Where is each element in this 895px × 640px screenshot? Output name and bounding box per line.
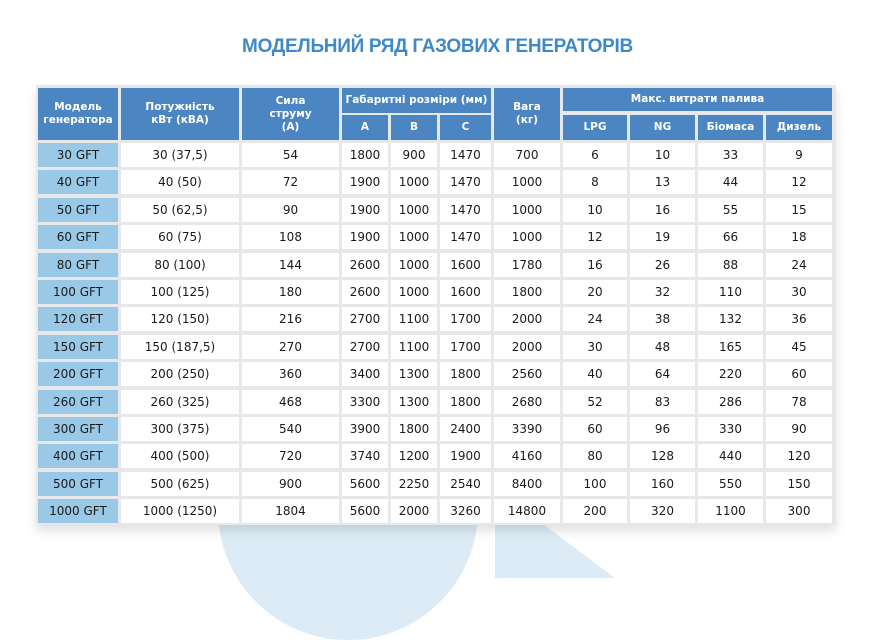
cell-power: 300 (375) [121, 417, 239, 441]
cell-current: 144 [242, 253, 339, 277]
cell-power: 200 (250) [121, 362, 239, 386]
cell-biomass: 286 [698, 390, 763, 414]
cell-a: 3740 [342, 444, 388, 468]
header-power: Потужність кВт (кВА) [121, 88, 239, 140]
header-dim-b: B [391, 115, 437, 140]
header-fuel: Макс. витрати палива [563, 88, 832, 111]
cell-lpg: 12 [563, 225, 627, 249]
cell-ng: 83 [630, 390, 695, 414]
cell-lpg: 6 [563, 143, 627, 167]
cell-lpg: 52 [563, 390, 627, 414]
cell-diesel: 300 [766, 499, 832, 523]
cell-b: 1000 [391, 198, 437, 222]
cell-b: 1200 [391, 444, 437, 468]
cell-a: 2700 [342, 307, 388, 331]
cell-ng: 128 [630, 444, 695, 468]
model-cell: 400 GFT [38, 444, 118, 468]
model-cell: 40 GFT [38, 170, 118, 194]
cell-ng: 48 [630, 335, 695, 359]
cell-diesel: 15 [766, 198, 832, 222]
cell-lpg: 100 [563, 472, 627, 496]
cell-c: 1600 [440, 253, 491, 277]
cell-current: 54 [242, 143, 339, 167]
cell-ng: 10 [630, 143, 695, 167]
cell-b: 1000 [391, 225, 437, 249]
cell-b: 1800 [391, 417, 437, 441]
cell-c: 1900 [440, 444, 491, 468]
cell-biomass: 88 [698, 253, 763, 277]
cell-a: 3400 [342, 362, 388, 386]
header-weight: Вага (кг) [494, 88, 560, 140]
cell-biomass: 66 [698, 225, 763, 249]
cell-weight: 8400 [494, 472, 560, 496]
cell-biomass: 33 [698, 143, 763, 167]
cell-b: 1300 [391, 362, 437, 386]
cell-weight: 14800 [494, 499, 560, 523]
cell-c: 1470 [440, 198, 491, 222]
cell-power: 500 (625) [121, 472, 239, 496]
cell-weight: 1000 [494, 225, 560, 249]
cell-weight: 3390 [494, 417, 560, 441]
cell-b: 1000 [391, 170, 437, 194]
cell-b: 1000 [391, 253, 437, 277]
header-dim-a: A [342, 115, 388, 140]
cell-c: 1470 [440, 170, 491, 194]
model-cell: 120 GFT [38, 307, 118, 331]
header-lpg: LPG [563, 115, 627, 140]
cell-current: 108 [242, 225, 339, 249]
cell-power: 100 (125) [121, 280, 239, 304]
model-cell: 100 GFT [38, 280, 118, 304]
cell-c: 2400 [440, 417, 491, 441]
cell-lpg: 200 [563, 499, 627, 523]
cell-power: 30 (37,5) [121, 143, 239, 167]
cell-diesel: 36 [766, 307, 832, 331]
model-cell: 1000 GFT [38, 499, 118, 523]
cell-power: 80 (100) [121, 253, 239, 277]
cell-lpg: 20 [563, 280, 627, 304]
cell-current: 540 [242, 417, 339, 441]
model-cell: 60 GFT [38, 225, 118, 249]
cell-biomass: 550 [698, 472, 763, 496]
cell-weight: 2000 [494, 307, 560, 331]
cell-ng: 13 [630, 170, 695, 194]
cell-lpg: 60 [563, 417, 627, 441]
cell-diesel: 30 [766, 280, 832, 304]
cell-weight: 700 [494, 143, 560, 167]
cell-diesel: 150 [766, 472, 832, 496]
cell-c: 1600 [440, 280, 491, 304]
cell-lpg: 80 [563, 444, 627, 468]
cell-current: 270 [242, 335, 339, 359]
cell-current: 468 [242, 390, 339, 414]
cell-a: 3900 [342, 417, 388, 441]
cell-c: 1470 [440, 143, 491, 167]
cell-power: 260 (325) [121, 390, 239, 414]
cell-b: 2250 [391, 472, 437, 496]
cell-c: 2540 [440, 472, 491, 496]
cell-power: 1000 (1250) [121, 499, 239, 523]
cell-diesel: 90 [766, 417, 832, 441]
cell-c: 3260 [440, 499, 491, 523]
cell-a: 1900 [342, 198, 388, 222]
cell-a: 3300 [342, 390, 388, 414]
cell-ng: 320 [630, 499, 695, 523]
cell-diesel: 78 [766, 390, 832, 414]
cell-current: 180 [242, 280, 339, 304]
cell-power: 400 (500) [121, 444, 239, 468]
cell-diesel: 12 [766, 170, 832, 194]
header-dimensions: Габаритні розміри (мм) [342, 88, 491, 113]
cell-weight: 1780 [494, 253, 560, 277]
model-cell: 300 GFT [38, 417, 118, 441]
model-cell: 150 GFT [38, 335, 118, 359]
header-model: Модель генератора [38, 88, 118, 140]
cell-current: 72 [242, 170, 339, 194]
cell-a: 2600 [342, 280, 388, 304]
cell-a: 1900 [342, 225, 388, 249]
cell-ng: 64 [630, 362, 695, 386]
cell-biomass: 220 [698, 362, 763, 386]
cell-biomass: 110 [698, 280, 763, 304]
cell-ng: 38 [630, 307, 695, 331]
cell-b: 1300 [391, 390, 437, 414]
cell-c: 1700 [440, 307, 491, 331]
cell-ng: 160 [630, 472, 695, 496]
model-cell: 200 GFT [38, 362, 118, 386]
cell-c: 1800 [440, 390, 491, 414]
cell-weight: 1000 [494, 170, 560, 194]
cell-biomass: 55 [698, 198, 763, 222]
cell-current: 900 [242, 472, 339, 496]
cell-current: 720 [242, 444, 339, 468]
cell-weight: 2560 [494, 362, 560, 386]
cell-lpg: 16 [563, 253, 627, 277]
cell-biomass: 44 [698, 170, 763, 194]
cell-lpg: 40 [563, 362, 627, 386]
cell-current: 216 [242, 307, 339, 331]
cell-biomass: 1100 [698, 499, 763, 523]
cell-current: 1804 [242, 499, 339, 523]
model-cell: 80 GFT [38, 253, 118, 277]
header-ng: NG [630, 115, 695, 140]
cell-b: 900 [391, 143, 437, 167]
header-dim-c: C [440, 115, 491, 140]
cell-c: 1700 [440, 335, 491, 359]
cell-diesel: 9 [766, 143, 832, 167]
cell-diesel: 24 [766, 253, 832, 277]
cell-weight: 1800 [494, 280, 560, 304]
cell-power: 120 (150) [121, 307, 239, 331]
model-cell: 30 GFT [38, 143, 118, 167]
cell-b: 1100 [391, 307, 437, 331]
cell-biomass: 330 [698, 417, 763, 441]
cell-biomass: 132 [698, 307, 763, 331]
cell-lpg: 8 [563, 170, 627, 194]
cell-a: 2700 [342, 335, 388, 359]
cell-ng: 16 [630, 198, 695, 222]
cell-diesel: 45 [766, 335, 832, 359]
cell-a: 5600 [342, 499, 388, 523]
cell-b: 1000 [391, 280, 437, 304]
cell-weight: 1000 [494, 198, 560, 222]
cell-ng: 32 [630, 280, 695, 304]
cell-diesel: 18 [766, 225, 832, 249]
cell-weight: 2000 [494, 335, 560, 359]
cell-a: 2600 [342, 253, 388, 277]
cell-biomass: 440 [698, 444, 763, 468]
page-title: МОДЕЛЬНИЙ РЯД ГАЗОВИХ ГЕНЕРАТОРІВ [242, 36, 633, 57]
cell-diesel: 60 [766, 362, 832, 386]
model-cell: 50 GFT [38, 198, 118, 222]
cell-diesel: 120 [766, 444, 832, 468]
cell-power: 50 (62,5) [121, 198, 239, 222]
cell-b: 2000 [391, 499, 437, 523]
cell-a: 1900 [342, 170, 388, 194]
cell-current: 90 [242, 198, 339, 222]
cell-lpg: 24 [563, 307, 627, 331]
cell-a: 1800 [342, 143, 388, 167]
header-diesel: Дизель [766, 115, 832, 140]
cell-current: 360 [242, 362, 339, 386]
cell-c: 1800 [440, 362, 491, 386]
cell-weight: 2680 [494, 390, 560, 414]
cell-ng: 19 [630, 225, 695, 249]
cell-ng: 26 [630, 253, 695, 277]
cell-ng: 96 [630, 417, 695, 441]
generator-models-table [36, 85, 836, 525]
cell-c: 1470 [440, 225, 491, 249]
cell-biomass: 165 [698, 335, 763, 359]
cell-power: 40 (50) [121, 170, 239, 194]
header-current: Сила струму (А) [242, 88, 339, 140]
cell-b: 1100 [391, 335, 437, 359]
model-cell: 500 GFT [38, 472, 118, 496]
cell-a: 5600 [342, 472, 388, 496]
header-biomass: Біомаса [698, 115, 763, 140]
cell-power: 150 (187,5) [121, 335, 239, 359]
cell-lpg: 10 [563, 198, 627, 222]
cell-weight: 4160 [494, 444, 560, 468]
cell-power: 60 (75) [121, 225, 239, 249]
model-cell: 260 GFT [38, 390, 118, 414]
cell-lpg: 30 [563, 335, 627, 359]
